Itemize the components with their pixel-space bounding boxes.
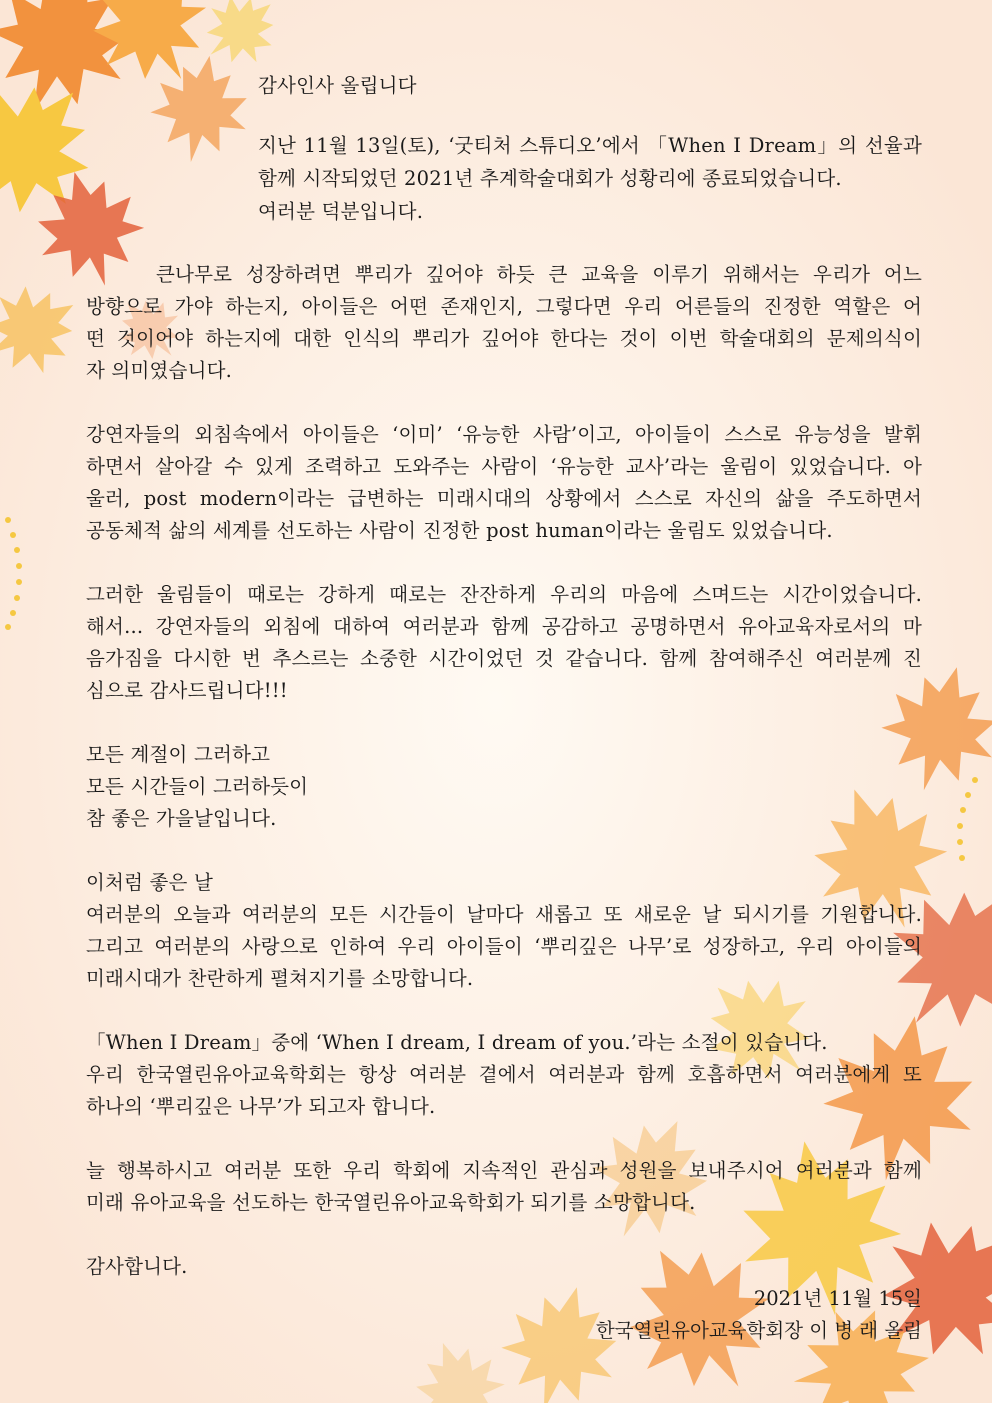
text-line: 하면서 살아갈 수 있게 조력하고 도와주는 사람이 ‘유능한 교사’라는 울림이 있었습니다. 아 bbox=[86, 455, 922, 478]
text-line: 방향으로 가야 하는지, 아이들은 어떤 존재인지, 그렇다면 우리 어른들의 진정한 역할은 어 bbox=[86, 295, 922, 318]
text-line: 여러분 덕분입니다. bbox=[258, 200, 424, 223]
text-line: 「When I Dream」중에 ‘When I dream, I dream of you.’라는 소절이 있습니다. bbox=[86, 1031, 828, 1054]
text-line: 자 의미였습니다. bbox=[86, 359, 233, 382]
text-line: 지난 11월 13일(토), ‘굿티처 스튜디오’에서 「When I Dream」의 선율과 bbox=[258, 134, 922, 157]
text-line: 공동체적 삶의 세계를 선도하는 사람이 진정한 post human이라는 울림도 있었습니다. bbox=[86, 519, 833, 542]
text-line: 그리고 여러분의 사랑으로 인하여 우리 아이들이 ‘뿌리깊은 나무’로 성장하고, 우리 아이들의 bbox=[86, 935, 922, 958]
text-line: 울러, post modern이라는 급변하는 미래시대의 상황에서 스스로 자신의 삶을 주도하면서 bbox=[86, 487, 922, 510]
text-line: 하나의 ‘뿌리깊은 나무’가 되고자 합니다. bbox=[86, 1095, 436, 1118]
text-line: 모든 시간들이 그러하듯이 bbox=[86, 775, 309, 798]
text-line: 해서... 강연자들의 외침에 대하여 여러분과 함께 공감하고 공명하면서 유아교육자로서의 마 bbox=[86, 615, 922, 638]
text-line: 함께 시작되었던 2021년 추계학술대회가 성황리에 종료되었습니다. bbox=[258, 167, 842, 190]
text-line: 심으로 감사드립니다!!! bbox=[86, 679, 288, 702]
text-line: 참 좋은 가을날입니다. bbox=[86, 807, 277, 830]
text-line: 미래 유아교육을 선도하는 한국열린유아교육학회가 되기를 소망합니다. bbox=[86, 1191, 696, 1214]
text-line: 모든 계절이 그러하고 bbox=[86, 743, 271, 766]
letter-title: 감사인사 올립니다 bbox=[258, 74, 417, 97]
text-line: 늘 행복하시고 여러분 또한 우리 학회에 지속적인 관심과 성원을 보내주시어 여러분과 함께 bbox=[86, 1159, 922, 1182]
text-line: 강연자들의 외침속에서 아이들은 ‘이미’ ‘유능한 사람’이고, 아이들이 스스로 유능성을 발휘 bbox=[86, 423, 922, 446]
letter-date: 2021년 11월 15일 bbox=[753, 1287, 922, 1310]
text-line: 이처럼 좋은 날 bbox=[86, 871, 214, 894]
closing: 감사합니다. bbox=[86, 1255, 188, 1278]
signature: 한국열린유아교육학회장 이 병 래 올림 bbox=[595, 1319, 922, 1342]
text-line: 떤 것이어야 하는지에 대한 인식의 뿌리가 깊어야 한다는 것이 이번 학술대회의 문제의식이 bbox=[86, 327, 922, 350]
text-line: 그러한 울림들이 때로는 강하게 때로는 잔잔하게 우리의 마음에 스며드는 시간이었습니다. bbox=[86, 583, 922, 606]
text-line: 미래시대가 찬란하게 펼쳐지기를 소망합니다. bbox=[86, 967, 474, 990]
text-line: 여러분의 오늘과 여러분의 모든 시간들이 날마다 새롭고 또 새로운 날 되시기를 기원합니다. bbox=[86, 903, 922, 926]
text-line: 큰나무로 성장하려면 뿌리가 깊어야 하듯 큰 교육을 이루기 위해서는 우리가 어느 bbox=[156, 263, 922, 286]
text-line: 음가짐을 다시한 번 추스르는 소중한 시간이었던 것 같습니다. 함께 참여해주신 여러분께 진 bbox=[86, 647, 922, 670]
text-line: 우리 한국열린유아교육학회는 항상 여러분 곁에서 여러분과 함께 호흡하면서 여러분에게 또 bbox=[86, 1063, 922, 1086]
